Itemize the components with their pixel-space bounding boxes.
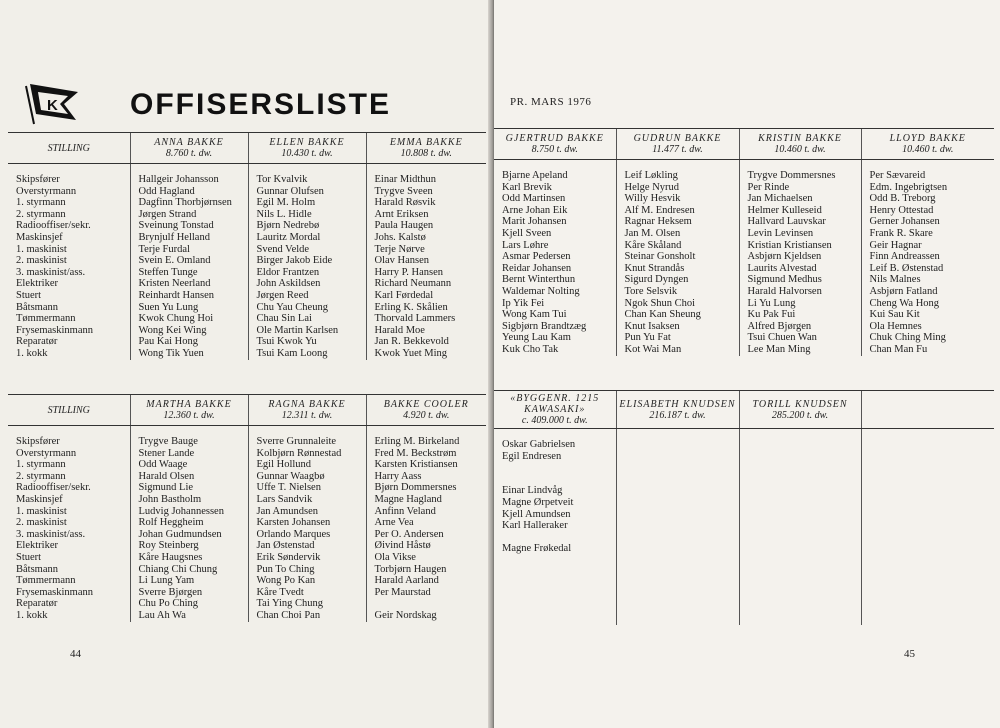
crew-list — [861, 160, 994, 356]
ship-header: GJERTRUD BAKKE 8.750 t. dw. — [494, 129, 616, 160]
crew-list — [494, 160, 616, 356]
list-item: Egil Endresen — [502, 450, 562, 462]
list-item: Sigbjørn Brandtzæg — [502, 320, 587, 332]
list-item: Bjørn Dommersnes — [374, 482, 457, 494]
list-item: Johs. Kalstø — [374, 231, 426, 243]
list-item: Roy Steinberg — [138, 540, 199, 552]
list-item: Willy Hesvik — [624, 193, 681, 205]
list-item: Wong Tik Yuen — [138, 347, 204, 359]
list-item: Chan Choi Pan — [256, 609, 321, 621]
list-item: Rolf Heggheim — [138, 517, 204, 529]
list-item: Erling M. Birkeland — [374, 436, 460, 447]
ship-header: RAGNA BAKKE 12.311 t. dw. — [248, 395, 366, 426]
list-item: Gunnar Olufsen — [256, 185, 324, 197]
list-item: Knut Isaksen — [624, 320, 680, 332]
ship-header: MARTHA BAKKE 12.360 t. dw. — [130, 395, 248, 426]
crew-table-top-right — [494, 128, 994, 356]
list-item: Reinhardt Hansen — [138, 289, 215, 301]
list-item: 1. maskinist — [16, 243, 67, 255]
list-item: Kåre Haugsnes — [138, 551, 203, 563]
list-item: Jan Amundsen — [256, 505, 319, 517]
list-item: Chan Kan Sheung — [624, 309, 701, 321]
crew-table-top-left — [8, 132, 486, 360]
list-item: Tømmermann — [16, 575, 76, 587]
list-item: Alfred Bjørgen — [747, 320, 812, 332]
crew-list — [248, 426, 366, 622]
list-item: Kjell Sveen — [502, 227, 552, 239]
list-item: Bjarne Apeland — [502, 170, 568, 181]
list-item: Kot Wai Man — [624, 343, 682, 355]
list-item: Odd Martinsen — [502, 193, 566, 205]
list-item: Magne Frøkedal — [502, 543, 572, 555]
list-item: Bernt Winterthun — [502, 274, 576, 286]
list-item: Geir Hagnar — [869, 239, 922, 251]
list-item: Lee Man Ming — [747, 343, 811, 355]
list-item: 3. maskinist/ass. — [16, 266, 86, 278]
list-item: Birger Jakob Eide — [256, 255, 333, 267]
list-item: Uffe T. Nielsen — [256, 482, 321, 494]
company-flag-logo — [24, 80, 82, 126]
list-item: Per Maurstad — [374, 586, 431, 598]
list-item: Terje Nørve — [374, 243, 425, 255]
list-item: Jan R. Bekkevold — [374, 336, 449, 348]
list-item: John Askildsen — [256, 278, 321, 290]
list-item: Nils L. Hidle — [256, 208, 312, 220]
list-item: Alf M. Endresen — [624, 204, 695, 216]
crew-list — [130, 426, 248, 622]
list-item: Arne Johan Eik — [502, 204, 568, 216]
list-item: Leif B. Østenstad — [869, 262, 944, 274]
list-item: Yeung Lau Kam — [502, 332, 571, 344]
list-item: 2. styrmann — [16, 208, 66, 220]
list-item: Jan M. Olsen — [624, 227, 681, 239]
list-item: Laurits Alvestad — [747, 262, 817, 274]
list-item: Einar Midthun — [374, 174, 437, 185]
list-item: Asmar Pedersen — [502, 251, 571, 263]
list-item: Trygve Sveen — [374, 185, 433, 197]
ship-header: «BYGGENR. 1215 KAWASAKI» c. 409.000 t. dw. — [494, 391, 616, 429]
list-item: Egil M. Holm — [256, 197, 316, 209]
list-item: Harald Halvorsen — [747, 285, 822, 297]
list-item: Odd B. Treborg — [869, 193, 936, 205]
list-item: 1. maskinist — [16, 505, 67, 517]
list-item — [502, 532, 616, 544]
ship-header: LLOYD BAKKE 10.460 t. dw. — [861, 129, 994, 160]
list-item: Eldor Frantzen — [256, 266, 320, 278]
list-item — [502, 474, 616, 486]
list-item: Svend Velde — [256, 243, 310, 255]
list-item: Frank R. Skare — [869, 227, 933, 239]
list-item — [502, 601, 616, 613]
crew-list — [861, 429, 994, 625]
list-item: Knut Strandås — [624, 262, 685, 274]
right-page — [494, 0, 1000, 728]
list-item: Tsui Kam Loong — [256, 347, 328, 359]
ship-header: ELLEN BAKKE 10.430 t. dw. — [248, 133, 366, 164]
list-item: Overstyrmann — [16, 185, 77, 197]
list-item — [502, 555, 616, 567]
list-item: Sverre Bjørgen — [138, 586, 203, 598]
list-item: Arne Vea — [374, 517, 414, 529]
ship-header: EMMA BAKKE 10.808 t. dw. — [366, 133, 486, 164]
list-item: Asbjørn Fatland — [869, 285, 938, 297]
list-item: Jan Michaelsen — [747, 193, 813, 205]
list-item: Ragnar Heksem — [624, 216, 692, 228]
list-item: Kristian Kristiansen — [747, 239, 832, 251]
crew-table-bottom-left — [8, 394, 486, 622]
list-item: Sverre Grunnaleite — [256, 436, 337, 447]
list-item: Båtsmann — [16, 301, 58, 313]
list-item: Waldemar Nolting — [502, 285, 580, 297]
list-item: Lars Sandvik — [256, 493, 313, 505]
crew-list — [494, 429, 616, 625]
list-item: Sigurd Dyngen — [624, 274, 689, 286]
list-item: Jørgen Reed — [256, 289, 309, 301]
list-item: Kwok Chung Hoi — [138, 313, 214, 325]
list-item: Harald Olsen — [138, 470, 195, 482]
list-item: Chiang Chi Chung — [138, 563, 218, 575]
list-item: Sveinung Tonstad — [138, 220, 214, 232]
list-item: Skipsfører — [16, 436, 60, 447]
list-item: Trygve Dommersnes — [747, 170, 836, 181]
page-number-left: 44 — [70, 648, 81, 660]
list-item: Oskar Gabrielsen — [502, 439, 576, 450]
list-item: Johan Gudmundsen — [138, 528, 222, 540]
stilling-header: STILLING — [8, 133, 130, 164]
list-item: Ip Yik Fei — [502, 297, 545, 309]
list-item: Geir Nordskag — [374, 609, 437, 621]
list-item: Sigmund Lie — [138, 482, 194, 494]
list-item: 1. kokk — [16, 347, 48, 359]
list-item: Li Yu Lung — [747, 297, 796, 309]
list-item: Elektriker — [16, 540, 58, 552]
ship-header: BAKKE COOLER 4.920 t. dw. — [366, 395, 486, 426]
list-item: Stuert — [16, 551, 42, 563]
list-item: Overstyrmann — [16, 447, 77, 459]
list-item: Magne Ørpetveit — [502, 496, 574, 508]
list-item: Li Lung Yam — [138, 575, 195, 587]
list-item: Asbjørn Kjeldsen — [747, 251, 822, 263]
crew-list — [739, 429, 861, 625]
list-item: Tor Kvalvik — [256, 174, 308, 185]
list-item: Ngok Shun Choi — [624, 297, 696, 309]
list-item: Harald Aarland — [374, 575, 439, 587]
list-item: Per Rinde — [747, 181, 790, 193]
list-item: 1. kokk — [16, 609, 48, 621]
list-item: Wong Po Kan — [256, 575, 316, 587]
list-item: Reparatør — [16, 598, 58, 610]
crew-list — [366, 426, 486, 622]
list-item: Pun To Ching — [256, 563, 315, 575]
list-item: Nils Malnes — [869, 274, 921, 286]
list-item: Leif Løkling — [624, 170, 678, 181]
page-title: OFFISERSLISTE — [130, 88, 392, 121]
list-item: Frysemaskinmann — [16, 324, 93, 336]
list-item: Gunnar Waagbø — [256, 470, 325, 482]
ship-header: ANNA BAKKE 8.760 t. dw. — [130, 133, 248, 164]
list-item: Chau Sin Lai — [256, 313, 312, 325]
list-item: Thorvald Lammers — [374, 313, 456, 325]
list-item: Maskinsjef — [16, 231, 63, 243]
list-item: Chan Man Fu — [869, 343, 928, 355]
list-item: Jan Østenstad — [256, 540, 315, 552]
list-item: Stuert — [16, 289, 42, 301]
logo-letter: K — [47, 97, 58, 114]
list-item: Lars Løhre — [502, 239, 549, 251]
date-label: PR. MARS 1976 — [510, 96, 592, 108]
list-item: Tømmermann — [16, 313, 76, 325]
list-item: Hallgeir Johansson — [138, 174, 219, 185]
list-item: Erik Søndervik — [256, 551, 321, 563]
list-item: Pau Kai Hong — [138, 336, 198, 348]
list-item: Båtsmann — [16, 563, 58, 575]
list-item: Tai Ying Chung — [256, 598, 324, 610]
crew-list — [248, 164, 366, 360]
list-item: 1. styrmann — [16, 197, 66, 209]
list-item — [375, 598, 487, 610]
list-item — [502, 567, 616, 579]
crew-list — [366, 164, 486, 360]
list-item: Karsten Johansen — [256, 517, 331, 529]
crew-list — [739, 160, 861, 356]
list-item: Olav Hansen — [374, 255, 430, 267]
list-item: Tsui Kwok Yu — [256, 336, 317, 348]
list-item: Ole Martin Karlsen — [256, 324, 339, 336]
list-item: John Bastholm — [138, 493, 202, 505]
list-item: Finn Andreassen — [869, 251, 940, 263]
list-item — [502, 578, 616, 590]
list-item: Radiooffiser/sekr. — [16, 482, 91, 494]
list-item: Chu Po Ching — [138, 598, 199, 610]
list-item: Per Sævareid — [869, 170, 926, 181]
list-item: Kristen Neerland — [138, 278, 211, 290]
list-item: Brynjulf Helland — [138, 231, 210, 243]
list-item: Elektriker — [16, 278, 58, 290]
list-item: Chu Yau Cheung — [256, 301, 328, 313]
list-item: Kåre Tvedt — [256, 586, 304, 598]
positions-list — [8, 426, 130, 622]
list-item: Gerner Johansen — [869, 216, 940, 228]
list-item: Suen Yu Lung — [138, 301, 199, 313]
list-item: Kuk Cho Tak — [502, 343, 559, 355]
list-item: Harry P. Hansen — [374, 266, 444, 278]
list-item: Karsten Kristiansen — [374, 459, 458, 471]
list-item: Stener Lande — [138, 447, 195, 459]
list-item: Harald Moe — [374, 324, 425, 336]
left-page — [0, 0, 492, 728]
list-item: Edm. Ingebrigtsen — [869, 181, 948, 193]
list-item: Richard Neumann — [374, 278, 452, 290]
list-item: Øivind Håstø — [374, 540, 431, 552]
list-item: 3. maskinist/ass. — [16, 528, 86, 540]
list-item: Karl Førdedal — [374, 289, 434, 301]
list-item: Lauritz Mordal — [256, 231, 321, 243]
list-item: Per O. Andersen — [374, 528, 444, 540]
list-item: Dagfinn Thorbjørnsen — [138, 197, 232, 209]
list-item: Karl Brevik — [502, 181, 552, 193]
ship-header — [861, 391, 994, 429]
list-item: Ola Hemnes — [869, 320, 922, 332]
list-item: Kjell Amundsen — [502, 508, 571, 520]
list-item: Steinar Gonsholt — [624, 251, 696, 263]
list-item: Kåre Skåland — [624, 239, 682, 251]
list-item: Kolbjørn Rønnestad — [256, 447, 342, 459]
list-item: Odd Hagland — [138, 185, 195, 197]
list-item: Levin Levinsen — [747, 227, 814, 239]
list-item: Frysemaskinmann — [16, 586, 93, 598]
ship-header: TORILL KNUDSEN 285.200 t. dw. — [739, 391, 861, 429]
list-item: Hallvard Lauvskar — [747, 216, 826, 228]
list-item: Tsui Chuen Wan — [747, 332, 817, 344]
list-item: Skipsfører — [16, 174, 60, 185]
list-item: Wong Kei Wing — [138, 324, 207, 336]
list-item: Svein E. Omland — [138, 255, 211, 267]
crew-table-bottom-right — [494, 390, 994, 625]
list-item: Helmer Kulleseid — [747, 204, 822, 216]
list-item: Reidar Johansen — [502, 262, 572, 274]
list-item: Orlando Marques — [256, 528, 331, 540]
list-item: Reparatør — [16, 336, 58, 348]
list-item: Chuk Ching Ming — [869, 332, 946, 344]
list-item: Ola Vikse — [374, 551, 416, 563]
list-item — [502, 462, 616, 474]
crew-list — [616, 160, 739, 356]
stilling-header: STILLING — [8, 395, 130, 426]
list-item: Fred M. Beckstrøm — [374, 447, 457, 459]
list-item: Pun Yu Fat — [624, 332, 671, 344]
list-item: 1. styrmann — [16, 459, 66, 471]
list-item: Lau Ah Wa — [138, 609, 186, 621]
crew-list — [130, 164, 248, 360]
list-item: Maskinsjef — [16, 493, 63, 505]
list-item: Henry Ottestad — [869, 204, 934, 216]
list-item: Magne Hagland — [374, 493, 442, 505]
crew-list — [616, 429, 739, 625]
list-item: Anfinn Veland — [374, 505, 436, 517]
list-item: Torbjørn Haugen — [374, 563, 447, 575]
list-item: Trygve Bauge — [138, 436, 198, 447]
list-item: Ku Pak Fui — [747, 309, 796, 321]
list-item: Harald Røsvik — [374, 197, 436, 209]
list-item: Wong Kam Tui — [502, 309, 567, 321]
list-item: Bjørn Nedrebø — [256, 220, 320, 232]
ship-header: ELISABETH KNUDSEN 216.187 t. dw. — [616, 391, 739, 429]
list-item: Kui Sau Kit — [869, 309, 920, 321]
list-item: Harry Aass — [374, 470, 422, 482]
list-item: Einar Lindvåg — [502, 485, 563, 497]
list-item: 2. maskinist — [16, 517, 67, 529]
list-item: Ludvig Johannessen — [138, 505, 224, 517]
page-number-right: 45 — [904, 648, 915, 660]
list-item: Helge Nyrud — [624, 181, 680, 193]
list-item: Erling K. Skålien — [374, 301, 448, 313]
list-item: Kwok Yuet Ming — [374, 347, 448, 359]
positions-list — [8, 164, 130, 360]
ship-header: KRISTIN BAKKE 10.460 t. dw. — [739, 129, 861, 160]
list-item: Steffen Tunge — [138, 266, 198, 278]
ship-header: GUDRUN BAKKE 11.477 t. dw. — [616, 129, 739, 160]
list-item: Paula Haugen — [374, 220, 434, 232]
list-item: Egil Hollund — [256, 459, 312, 471]
list-item: Odd Waage — [138, 459, 188, 471]
list-item: Sigmund Medhus — [747, 274, 822, 286]
list-item: Marit Johansen — [502, 216, 567, 228]
list-item: Karl Halleraker — [502, 520, 568, 532]
list-item — [502, 590, 616, 602]
list-item: Arnt Eriksen — [374, 208, 429, 220]
list-item: 2. styrmann — [16, 470, 66, 482]
list-item: 2. maskinist — [16, 255, 67, 267]
list-item: Cheng Wa Hong — [869, 297, 940, 309]
list-item — [502, 613, 616, 625]
list-item: Terje Furdal — [138, 243, 190, 255]
list-item: Jørgen Strand — [138, 208, 197, 220]
list-item: Radiooffiser/sekr. — [16, 220, 91, 232]
list-item: Tore Selsvik — [624, 285, 678, 297]
